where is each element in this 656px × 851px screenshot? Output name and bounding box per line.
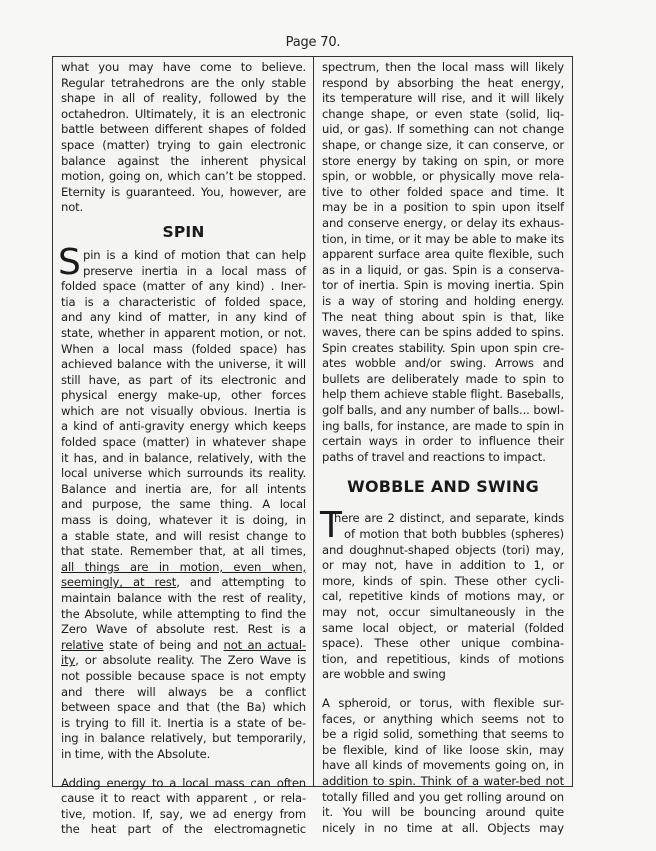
text-line: it. You will be bouncing around quite	[322, 805, 564, 820]
left-column	[58, 60, 306, 838]
text-line: ing in balance relatively, but temporarily,	[61, 731, 306, 746]
text-line: certain ways in order to influence their	[322, 434, 564, 449]
underlined-phrase: seemingly, at rest	[61, 575, 177, 590]
text-line	[61, 575, 306, 591]
underlined-word-relative: relative	[61, 637, 104, 652]
section-heading-wobble-and-swing: WOBBLE AND SWING	[347, 477, 539, 497]
intro-paragraph	[61, 60, 306, 216]
text-line: a stable state, and will resist change to	[61, 528, 306, 543]
text-line: have all kinds of movements going on, in	[322, 758, 564, 773]
text-line: tor of inertia. Spin is moving inertia. Spin	[322, 278, 564, 293]
text-line	[61, 653, 306, 669]
text-line: and there will always be a conflict	[61, 684, 306, 699]
text-line: motion, going on, which can’t be stopped.	[61, 169, 306, 184]
text-line: physical energy make-up, other forces	[61, 388, 306, 403]
text-line: cause it to react with apparent , or rela-	[61, 791, 306, 806]
text-line: The neat thing about spin is that, like	[322, 309, 564, 324]
text-line: as in a liquid, or gas. Spin is a conserva-	[322, 262, 564, 277]
text-line: folded space (matter of any kind) . Iner-	[61, 279, 306, 294]
text-line: its temperature will rise, and it will likely	[322, 91, 564, 106]
text-line: When a local mass (folded space) has	[61, 341, 306, 356]
text-line: may be in a position to spin upon itself	[322, 200, 564, 215]
text-line: waves, there can be spins added to spins.	[322, 325, 564, 340]
text-line: ing balls, for instance, are made to spin in	[322, 418, 564, 433]
text-line: a kind of anti-gravity energy which keeps	[61, 419, 306, 434]
text-line: achieved balance with the universe, it will	[61, 357, 306, 372]
text-line: here are 2 distinct, and separate, kinds	[334, 511, 564, 526]
text-line: Balance and inertia are, for all intents	[61, 481, 306, 496]
text-line: nicely in no time at all. Objects may	[322, 820, 564, 835]
text-line: still have, as part of its electronic and	[61, 372, 306, 387]
text-line: uid, or gas). If something can not change	[322, 122, 564, 137]
text-line: Eternity is guaranteed. You, however, are	[61, 184, 306, 199]
right-column	[322, 60, 564, 836]
text-line: tive, motion. If, say, we ad energy from	[61, 806, 306, 821]
text-line: spectrum, then the local mass will likely	[322, 60, 564, 74]
text-line	[61, 638, 306, 654]
text-line: are wobble and swing	[322, 667, 446, 682]
text-line: preserve inertia in a local mass of	[83, 263, 306, 278]
drop-cap: S	[58, 241, 81, 283]
text-line: A spheroid, or torus, with flexible sur-	[322, 695, 564, 710]
text-line: local universe which surrounds its reality.	[61, 466, 306, 481]
text-line: folded space (matter) in whatever shape	[61, 435, 306, 450]
text-line: the heat part of the electromagnetic	[61, 822, 306, 837]
text-line: help them achieve stable flight. Baseballs,	[322, 387, 564, 402]
text-line: of motion that both bubbles (spheres)	[344, 527, 564, 542]
wobble-paragraph	[320, 505, 564, 683]
text-line: spin, or wobble, or physically move rela-	[322, 169, 564, 184]
page-number: Page 70.	[285, 35, 341, 50]
text-line: in time, with the Absolute.	[61, 746, 211, 761]
text-fragment: state of being and	[103, 637, 224, 652]
text-line: tia is a characteristic of folded space,	[61, 294, 306, 309]
text-line: paths of travel and reactions to impact.	[322, 449, 546, 464]
section-heading-spin: SPIN	[162, 222, 205, 241]
text-line: that state. Remember that, at all times,	[61, 544, 306, 559]
text-line: which are not visually obvious. Inertia is	[61, 403, 306, 418]
text-line: Adding energy to a local mass can often	[61, 775, 306, 790]
text-line: Regular tetrahedrons are the only stable	[61, 75, 306, 90]
text-line: pin is a kind of motion that can help	[83, 247, 306, 262]
text-fragment: , or absolute reality. The Zero Wave is	[75, 653, 306, 668]
text-line: it has, and in balance, relatively, with the	[61, 450, 306, 465]
text-line: tion, in time, or it may be able to make its	[322, 231, 564, 246]
text-line: Spin creates stability. Spin upon spin cre-	[322, 340, 564, 355]
text-line: maintain balance with the rest of reality,	[61, 591, 306, 605]
text-line: and any kind of matter, in any kind of	[61, 310, 306, 325]
text-line: what you may have come to believe.	[61, 60, 306, 74]
text-line: is trying to fill it. Inertia is a state of be-	[61, 715, 306, 730]
spin-paragraph	[58, 241, 306, 763]
text-line: not possible because space is not empty	[61, 668, 306, 683]
text-line: or may not, have in addition to 1, or	[322, 558, 564, 573]
text-line: apparent surface area quite flexible, such	[322, 247, 564, 262]
text-line: state, whether in apparent motion, or not.	[61, 325, 306, 340]
text-line: shape, or change size, it can conserve, or	[322, 137, 564, 152]
energy-paragraph	[61, 776, 306, 838]
text-line: be a rigid solid, something that seems to	[322, 727, 564, 742]
spin-continuation-paragraph	[322, 60, 564, 465]
text-line: and conserve energy, or delay its exhaus-	[322, 215, 564, 230]
text-line: same local object, or material (folded	[322, 620, 564, 635]
text-line: not.	[61, 200, 84, 215]
text-line: store energy by taking on spin, or more	[322, 153, 564, 168]
text-line: ates wobble and/or swing. Arrows and	[322, 356, 564, 371]
text-line: between space and that (the Ba) which	[61, 700, 306, 715]
underlined-text-line: all things are in motion, even when,	[61, 559, 306, 574]
text-line: respond by absorbing the heat energy,	[322, 75, 564, 90]
text-line: octahedron. Ultimately, it is an electronic	[61, 106, 306, 121]
text-line: more, kinds of spin. These other cycli-	[322, 573, 564, 588]
text-line: the Absolute, while attempting to find the	[61, 606, 306, 621]
text-line: is a way of storing and holding energy.	[322, 293, 564, 308]
underlined-phrase: not an actual-	[223, 637, 306, 652]
text-line: tive to other folded space and time. It	[322, 184, 564, 199]
text-line: may not, occur simultaneously in the	[322, 605, 564, 619]
text-line: golf balls, and any number of balls... bowl-	[322, 403, 564, 418]
text-line: and purpose, the same thing. A local	[61, 497, 306, 512]
text-line: tion, and repetitious, kinds of motions	[322, 651, 564, 666]
column-divider	[313, 57, 314, 786]
text-line: faces, or anything which seems not to	[322, 711, 564, 726]
text-line: Zero Wave of absolute rest. Rest is a	[61, 622, 306, 637]
text-line: and doughnut-shaped objects (tori) may,	[322, 542, 564, 557]
text-line: be flexible, kind of like loose skin, may	[322, 742, 564, 757]
text-line: balance against the inherent physical	[61, 153, 306, 168]
text-line: change shape, or even state (solid, liq-	[322, 106, 564, 121]
two-column-text-box	[52, 56, 573, 837]
underlined-fragment: ity	[61, 653, 76, 668]
text-line: addition to spin. Think of a water-bed not	[322, 773, 564, 788]
text-line: shape in all of reality, followed by the	[61, 91, 306, 106]
drop-cap: T	[320, 505, 342, 547]
text-line: mass is doing, whatever it is doing, in	[61, 513, 306, 528]
text-line: cal, repetitive kinds of motions may, or	[322, 589, 564, 604]
text-line: bullets are deliberately made to spin to	[322, 371, 564, 386]
text-fragment: , and attempting to	[176, 575, 306, 590]
text-line: space (matter) trying to gain electronic	[61, 137, 306, 152]
text-line: space). These other unique combina-	[322, 636, 564, 651]
spheroid-paragraph	[322, 696, 564, 836]
text-line: battle between different shapes of folded	[61, 122, 306, 137]
text-line: totally filled and you get rolling around on	[322, 789, 564, 804]
